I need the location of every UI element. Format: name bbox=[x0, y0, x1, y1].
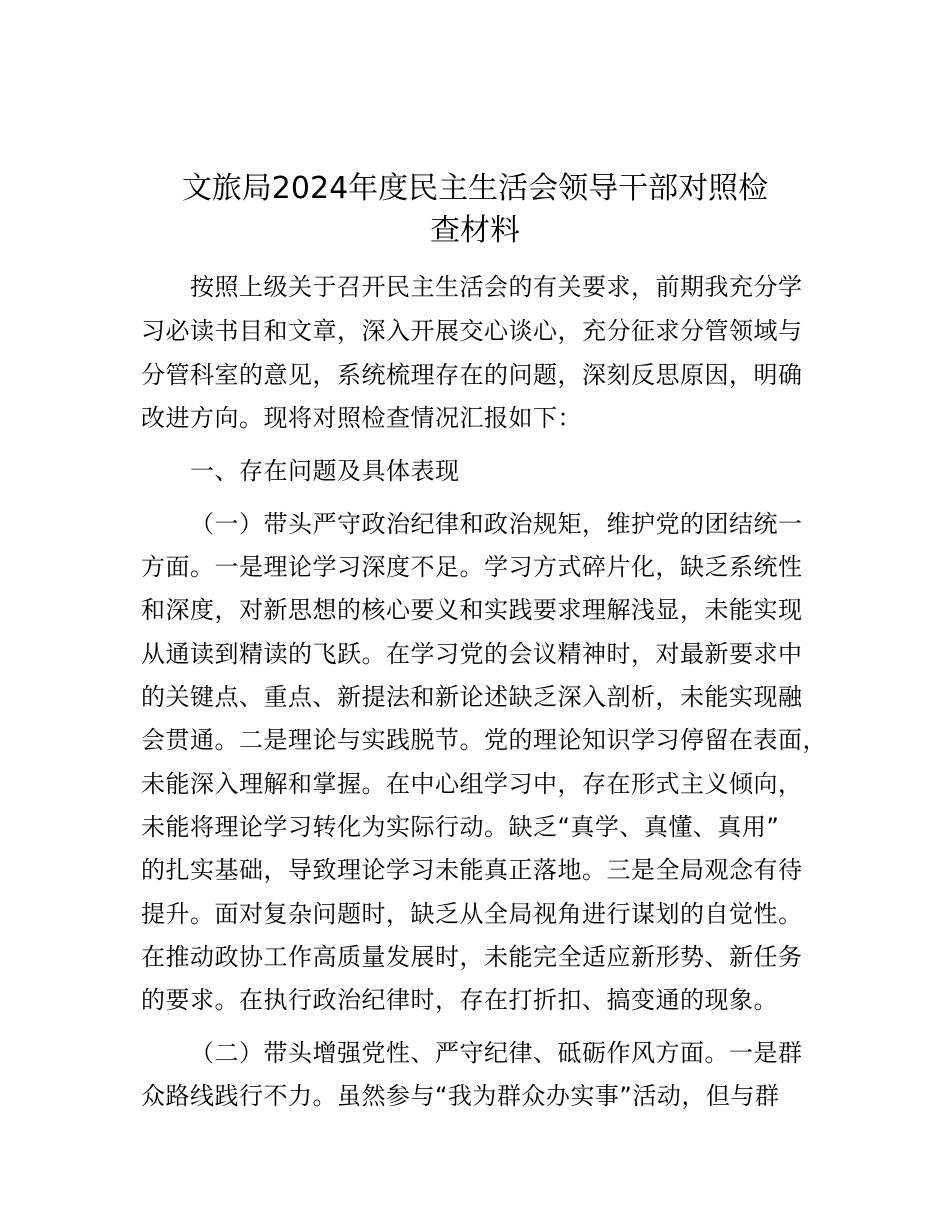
paragraph-line: 在推动政协工作高质量发展时，未能完全适应新形势、新任务 bbox=[141, 943, 803, 971]
paragraph-line: 的扎实基础，导致理论学习未能真正落地。三是全局观念有待 bbox=[141, 856, 803, 884]
paragraph-line: 改进方向。现将对照检查情况汇报如下： bbox=[141, 404, 582, 432]
paragraph-line: 按照上级关于召开民主生活会的有关要求，前期我充分学 bbox=[190, 273, 803, 301]
paragraph-line: 提升。面对复杂问题时，缺乏从全局视角进行谋划的自觉性。 bbox=[141, 900, 803, 928]
paragraph-line: 的要求。在执行政治纪律时，存在打折扣、搞变通的现象。 bbox=[141, 986, 778, 1014]
paragraph-line: 未能深入理解和掌握。在中心组学习中，存在形式主义倾向， bbox=[141, 770, 803, 798]
paragraph-line: （一）带头严守政治纪律和政治规矩，维护党的团结统一 bbox=[190, 510, 803, 538]
paragraph-line: 未能将理论学习转化为实际行动。缺乏“真学、真懂、真用” bbox=[141, 813, 780, 841]
document-title-line-2: 查材料 bbox=[430, 213, 520, 248]
paragraph-line: 会贯通。二是理论与实践脱节。党的理论知识学习停留在表面， bbox=[141, 726, 827, 754]
paragraph-line: 众路线践行不力。虽然参与“我为群众办实事”活动，但与群 bbox=[141, 1082, 780, 1110]
paragraph-line: 分管科室的意见，系统梳理存在的问题，深刻反思原因，明确 bbox=[141, 361, 803, 389]
paragraph-line: 从通读到精读的飞跃。在学习党的会议精神时，对最新要求中 bbox=[141, 640, 803, 668]
paragraph-line: 方面。一是理论学习深度不足。学习方式碎片化，缺乏系统性 bbox=[141, 553, 803, 581]
document-title-line-1: 文旅局2024年度民主生活会领导干部对照检 bbox=[181, 171, 769, 206]
paragraph-line: 和深度，对新思想的核心要义和实践要求理解浅显，未能实现 bbox=[141, 596, 803, 624]
paragraph-line: 的关键点、重点、新提法和新论述缺乏深入剖析，未能实现融 bbox=[141, 683, 803, 711]
paragraph-line: 习必读书目和文章，深入开展交心谈心，充分征求分管领域与 bbox=[141, 317, 803, 345]
paragraph-line: （二）带头增强党性、严守纪律、砥砺作风方面。一是群 bbox=[190, 1039, 803, 1067]
section-heading: 一、存在问题及具体表现 bbox=[190, 457, 460, 485]
